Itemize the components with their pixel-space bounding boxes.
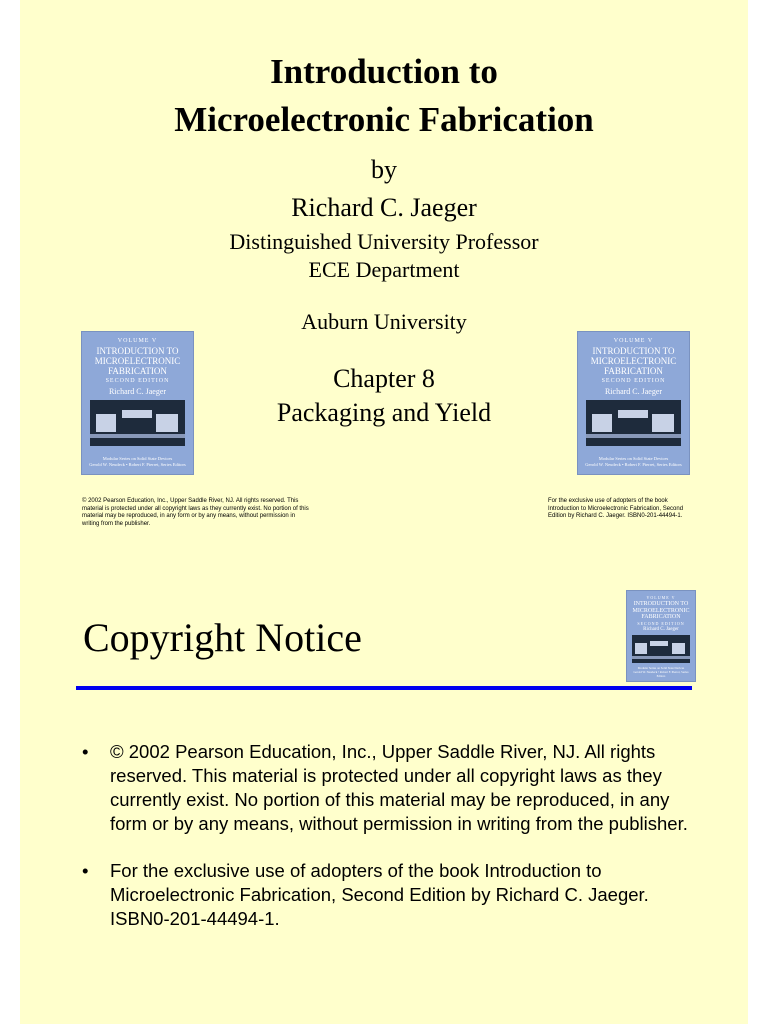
cover-title-line3: FABRICATION [108,366,167,376]
copyright-bullets [82,740,702,954]
chapter-number: Chapter 8 [333,364,435,393]
book-cover-right [577,331,690,475]
book-title-line2: Microelectronic Fabrication [174,100,594,139]
bullet-dot: • [82,741,89,762]
cover-series [582,456,685,468]
cover-author: Richard C. Jaeger [643,627,679,632]
cover-title-line3: FABRICATION [641,614,681,620]
cover-title-line1: INTRODUCTION TO [96,346,179,356]
bullet-text: © 2002 Pearson Education, Inc., Upper Saddle River, NJ. All rights reserved. This material is protected under all copyright laws as they currently exist. No portion of this material may be reproduced, in any form or by any means, without permission in writing from the publisher. [110,741,688,834]
cover-author: Richard C. Jaeger [108,387,167,396]
cover-title-line1: INTRODUCTION TO [592,346,675,356]
bullet-item [82,859,702,931]
copyright-notice-title: Copyright Notice [83,615,362,660]
chapter-title: Packaging and Yield [276,398,492,427]
cover-artwork [632,635,690,663]
title-slide [20,0,748,545]
cover-series-name: Modular Series on Solid State Devices [598,456,669,461]
cover-artwork [586,400,681,446]
author-name: Richard C. Jaeger [291,193,477,222]
book-cover-left [81,331,194,475]
title-underline [76,686,692,690]
bullet-dot: • [82,860,89,881]
copyright-footnote-left: © 2002 Pearson Education, Inc., Upper Saddle River, NJ. All rights reserved. This material is protected under all copyright laws as they currently exist. No portion of this material may be reproduced, in any form or by any means, without permission in writing from the publisher. [82,498,309,527]
cover-series [86,456,189,468]
cover-title [627,601,695,621]
cover-edition: SECOND EDITION [637,621,685,626]
bullet-text: For the exclusive use of adopters of the book Introduction to Microelectronic Fabrication, Second Edition by Richard C. Jaeger. ISBN0-201-44494-1. [110,860,649,929]
book-cover-small [626,590,696,682]
cover-series-editors: Gerold W. Neudeck • Robert F. Pierret, Series Editors [633,670,689,678]
document-page [20,0,748,1024]
cover-title-line2: MICROELECTRONIC [94,356,181,366]
author-role-line2: ECE Department [308,257,460,282]
author-role-line1: Distinguished University Professor [229,229,539,254]
cover-title-line3: FABRICATION [604,366,663,376]
book-title [20,48,748,144]
copyright-footnote-right: For the exclusive use of adopters of the book Introduction to Microelectronic Fabrication, Second Edition by Richard C. Jaeger. ISBN0-201-44494-1. [548,498,684,519]
cover-volume: VOLUME V [646,595,676,600]
cover-series [631,666,691,678]
cover-artwork [90,400,185,446]
cover-title [578,346,689,376]
cover-series-name: Modular Series on Solid State Devices [637,666,685,670]
cover-title-line1: INTRODUCTION TO [633,601,689,607]
cover-title-line2: MICROELECTRONIC [632,607,690,614]
cover-author: Richard C. Jaeger [604,387,663,396]
cover-title-line2: MICROELECTRONIC [590,356,677,366]
author-role [20,228,748,284]
cover-volume: VOLUME V [613,338,654,344]
cover-edition: SECOND EDITION [601,378,666,384]
book-title-line1: Introduction to [270,52,498,91]
cover-volume: VOLUME V [117,338,158,344]
cover-series-editors: Gerold W. Neudeck • Robert F. Pierret, Series Editors [89,462,186,467]
cover-series-editors: Gerold W. Neudeck • Robert F. Pierret, Series Editors [585,462,682,467]
university: Auburn University [301,309,467,334]
cover-series-name: Modular Series on Solid State Devices [102,456,173,461]
cover-edition: SECOND EDITION [105,378,170,384]
bullet-item [82,740,702,836]
cover-title [82,346,193,376]
by-text: by [371,155,397,184]
